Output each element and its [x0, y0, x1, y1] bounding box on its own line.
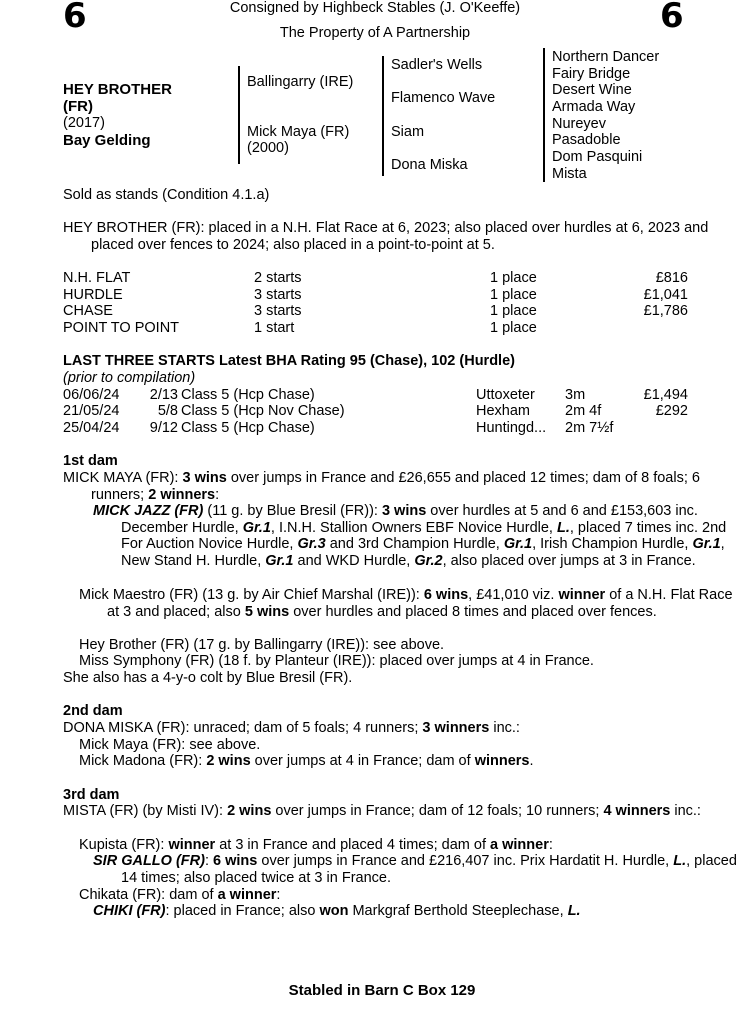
sale-condition: Sold as stands (Condition 4.1.a)	[63, 187, 270, 203]
record-starts: 3 starts	[254, 303, 302, 319]
progeny-mick-madona	[63, 753, 737, 770]
pedigree-gen4-5: Nureyev	[552, 116, 606, 132]
pedigree-gen4-8: Mista	[552, 166, 587, 182]
grade-label: Gr.1	[242, 519, 271, 536]
record-row	[63, 287, 688, 304]
progeny-text: , also placed over jumps at 3 in France.	[442, 552, 696, 569]
start-distance: 2m 4f	[565, 403, 602, 419]
record-row	[63, 320, 688, 337]
start-date: 25/04/24	[63, 420, 120, 436]
pedigree-dam-year: (2000)	[247, 140, 289, 156]
pedigree-gen4-1: Northern Dancer	[552, 49, 660, 65]
record-type: N.H. FLAT	[63, 270, 131, 286]
pedigree-gen4-7: Dom Pasquini	[552, 149, 643, 165]
start-row	[63, 387, 688, 404]
progeny-text: and 3rd Champion Hurdle,	[325, 536, 504, 553]
progeny-text: over hurdles at 5 and 6 and £153,603 inc. December Hurdle,	[121, 503, 698, 536]
horse-name-suffix: (FR)	[63, 98, 93, 115]
pedigree-divider-2	[382, 56, 384, 176]
winners-count: 2 winners	[148, 486, 216, 503]
winners-label: winners	[474, 753, 530, 769]
progeny-text: and WKD Hurdle,	[293, 552, 415, 569]
start-distance: 3m	[565, 387, 586, 403]
dam-text: DONA MISKA (FR): unraced; dam of 5 foals; 4 runners;	[63, 720, 423, 736]
pedigree-sire-sire: Sadler's Wells	[391, 57, 483, 73]
lot-number-left: 6	[63, 0, 87, 36]
second-dam-heading: 2nd dam	[63, 703, 123, 719]
listed-label: L.	[673, 853, 687, 869]
record-places: 1 place	[490, 320, 537, 336]
third-dam-intro	[63, 803, 721, 820]
lot-number-right: 6	[660, 0, 684, 36]
pedigree-dam-sire: Siam	[391, 124, 425, 140]
progeny-name: CHIKI (FR)	[93, 903, 166, 919]
progeny-text: of a N.H. Flat Race at 3 and placed; also	[107, 587, 733, 620]
record-places: 1 place	[490, 303, 537, 319]
progeny-text: (11 g. by Blue Bresil (FR)):	[203, 503, 382, 519]
dam-text: :	[215, 486, 220, 503]
record-starts: 1 start	[254, 320, 295, 336]
progeny-text: , £41,010 viz.	[468, 587, 559, 603]
winner-label: winner	[558, 587, 606, 603]
start-course: Hexham	[476, 403, 530, 419]
start-race: Class 5 (Hcp Chase)	[181, 387, 315, 403]
start-course: Uttoxeter	[476, 387, 535, 403]
start-prize: £1,494	[643, 387, 688, 403]
progeny-hey-brother: Hey Brother (FR) (17 g. by Ballingarry (IRE)): see above.	[79, 637, 445, 653]
progeny-chikata	[63, 887, 737, 904]
record-places: 1 place	[490, 270, 537, 286]
first-dam-heading: 1st dam	[63, 453, 118, 469]
record-type: HURDLE	[63, 287, 123, 303]
winner-label: won	[319, 903, 349, 919]
grade-label: Gr.1	[503, 536, 533, 553]
horse-year: (2017)	[63, 115, 105, 131]
progeny-text: :	[276, 887, 281, 903]
winners-count: 3 winners	[422, 720, 490, 736]
record-prize: £816	[655, 270, 688, 286]
progeny-mick-maya: Mick Maya (FR): see above.	[79, 737, 261, 753]
grade-label: Gr.1	[265, 552, 294, 569]
start-date: 06/06/24	[63, 387, 120, 403]
progeny-text: , placed 14 times; also placed twice at 3 in France.	[121, 853, 737, 886]
record-type: POINT TO POINT	[63, 320, 180, 336]
progeny-mick-jazz	[63, 503, 750, 569]
record-type: CHASE	[63, 303, 113, 319]
dam-name: MICK MAYA (FR):	[63, 470, 183, 486]
listed-label: L.	[567, 903, 581, 919]
pedigree-dam-dam: Dona Miska	[391, 157, 468, 173]
record-prize: £1,041	[643, 287, 688, 303]
progeny-name: MICK JAZZ (FR)	[93, 503, 204, 519]
dam-text: MISTA (FR) (by Misti IV):	[63, 803, 228, 819]
horse-name: HEY BROTHER	[63, 81, 172, 98]
progeny-name: SIR GALLO (FR)	[93, 853, 205, 869]
record-prize: £1,786	[643, 303, 688, 319]
start-distance: 2m 7½f	[565, 420, 614, 436]
progeny-text: , Irish Champion Hurdle,	[532, 536, 693, 553]
last-three-heading: LAST THREE STARTS Latest BHA Rating 95 (Chase), 102 (Hurdle)	[63, 353, 515, 369]
progeny-text: :	[204, 853, 214, 869]
horse-description: Bay Gelding	[63, 132, 151, 149]
wins-count: 2 wins	[206, 753, 251, 769]
progeny-text: over jumps in France and £216,407 inc. Prix Hardatit H. Hurdle,	[257, 853, 674, 869]
pedigree-divider-1	[238, 66, 240, 164]
progeny-mick-maestro	[63, 587, 737, 620]
start-position: 5/8	[157, 403, 178, 419]
start-position: 9/12	[149, 420, 178, 436]
start-race: Class 5 (Hcp Chase)	[181, 420, 315, 436]
pedigree-gen4-4: Armada Way	[552, 99, 636, 115]
winner-label: a winner	[217, 887, 277, 903]
pedigree-sire-dam: Flamenco Wave	[391, 90, 496, 106]
pedigree-dam: Mick Maya (FR)	[247, 124, 350, 140]
start-race: Class 5 (Hcp Nov Chase)	[181, 403, 345, 419]
progeny-text: , I.N.H. Stallion Owners EBF Novice Hurdle,	[270, 519, 557, 536]
progeny-sir-gallo	[63, 853, 750, 886]
wins-count: 3 wins	[182, 470, 227, 486]
start-date: 21/05/24	[63, 403, 120, 419]
race-summary: HEY BROTHER (FR): placed in a N.H. Flat Race at 6, 2023; also placed over hurdles at 6, 2023 and placed over fences to 2024; also placed in a point-to-point at 5.	[63, 220, 709, 253]
winner-label: winner	[168, 837, 216, 853]
dam-text: over jumps in France; dam of 12 foals; 10 runners;	[271, 803, 604, 819]
record-starts: 3 starts	[254, 287, 302, 303]
last-three-note: (prior to compilation)	[63, 370, 196, 386]
grade-label: Gr.2	[414, 552, 443, 569]
grade-label: Gr.1	[692, 536, 721, 553]
third-dam-heading: 3rd dam	[63, 787, 120, 803]
grade-label: Gr.3	[297, 536, 326, 553]
dam-text: inc.:	[670, 803, 701, 819]
progeny-text: over jumps at 4 in France; dam of	[250, 753, 475, 769]
progeny-text: , placed 7 times inc. 2nd For Auction Novice Hurdle,	[121, 519, 727, 553]
progeny-text: , New Stand H. Hurdle,	[121, 536, 725, 569]
start-position: 2/13	[149, 387, 178, 403]
wins-count: 6 wins	[213, 853, 258, 869]
record-starts: 2 starts	[254, 270, 302, 286]
winners-count: 4 winners	[603, 803, 671, 819]
pedigree-gen4-6: Pasadoble	[552, 132, 621, 148]
progeny-chiki	[63, 903, 750, 920]
stabling-footer: Stabled in Barn C Box 129	[288, 982, 476, 999]
pedigree-divider-3	[543, 48, 545, 182]
property-line: The Property of A Partnership	[279, 25, 471, 41]
progeny-text: at 3 in France and placed 4 times; dam of	[215, 837, 491, 853]
progeny-text: : placed in France; also	[165, 903, 320, 919]
progeny-kupista	[63, 837, 737, 854]
start-prize: £292	[655, 403, 688, 419]
wins-count: 5 wins	[244, 603, 290, 620]
pedigree-gen4-3: Desert Wine	[552, 82, 632, 98]
winner-label: a winner	[490, 837, 549, 853]
dam-text: over jumps in France and £26,655 and placed 12 times; dam of 8 foals; 6 runners;	[91, 470, 700, 503]
start-row	[63, 403, 688, 420]
dam-text: inc.:	[489, 720, 520, 736]
progeny-text: over hurdles and placed 8 times and placed over fences.	[289, 603, 657, 620]
progeny-miss-symphony: Miss Symphony (FR) (18 f. by Planteur (IRE)): placed over jumps at 4 in France.	[79, 653, 594, 669]
wins-count: 6 wins	[423, 587, 469, 603]
start-course: Huntingd...	[476, 420, 547, 436]
pedigree-sire: Ballingarry (IRE)	[247, 74, 354, 90]
pedigree-gen4-2: Fairy Bridge	[552, 66, 631, 82]
progeny-text: .	[529, 753, 534, 769]
progeny-text: :	[548, 837, 553, 853]
first-dam-also: She also has a 4-y-o colt by Blue Bresil (FR).	[63, 670, 353, 686]
record-row	[63, 270, 688, 287]
second-dam-intro	[63, 720, 721, 737]
record-places: 1 place	[490, 287, 537, 303]
record-row	[63, 303, 688, 320]
progeny-text: Kupista (FR):	[79, 837, 169, 853]
consignor-line: Consigned by Highbeck Stables (J. O'Keeffe)	[229, 0, 521, 16]
first-dam-intro	[63, 470, 721, 503]
progeny-text: Chikata (FR): dam of	[79, 887, 218, 903]
progeny-text: Markgraf Berthold Steeplechase,	[348, 903, 568, 919]
progeny-text: Mick Madona (FR):	[79, 753, 207, 769]
listed-label: L.	[556, 519, 570, 536]
progeny-text: Mick Maestro (FR) (13 g. by Air Chief Marshal (IRE)):	[79, 587, 424, 603]
wins-count: 2 wins	[227, 803, 272, 819]
wins-count: 3 wins	[381, 503, 427, 519]
start-row	[63, 420, 688, 437]
